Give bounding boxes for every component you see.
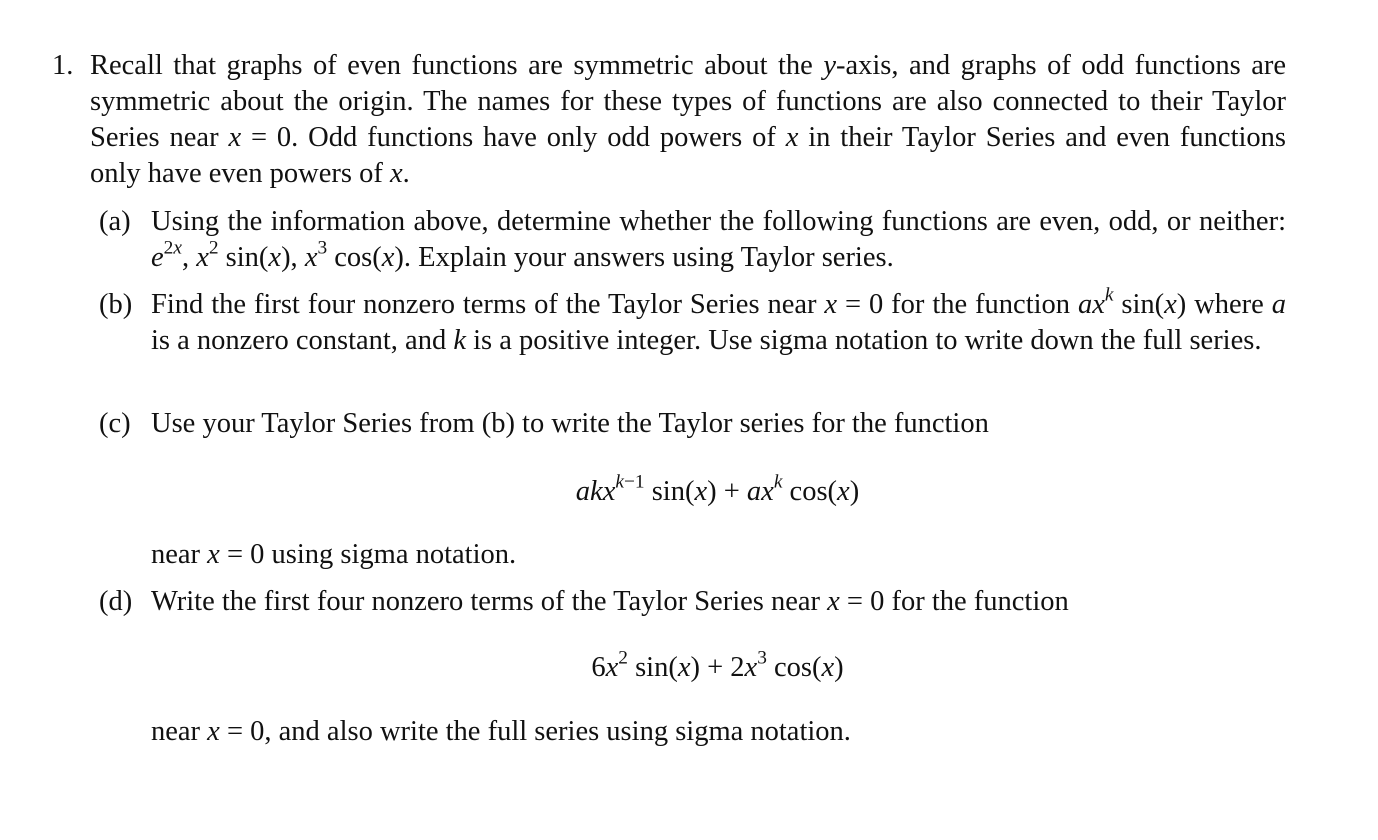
part-d-followup: near x = 0, and also write the full series using sigma notation. xyxy=(151,716,851,747)
part-d-equation: $6x^2$ $\sin(x) + 2x^3$ cos(x) xyxy=(591,647,844,683)
part-a-label: (a) xyxy=(99,206,131,237)
part-c-followup: near x = 0 using sigma notation. xyxy=(151,539,517,570)
part-b-text: Find the first four nonzero terms of the Taylor Series near x = 0 for the function $ax^k$ sin(x) where a is a nonzero constant, and k is a positive integer. Use sigma notation to write down the full series. xyxy=(151,284,1286,356)
problem-intro: Recall that graphs of even functions are symmetric about the y-axis, and graphs of odd functions are symmetric about the origin. The names for these types of functions are also connected to their Taylor Series near x = 0. Odd functions have only odd powers of x in their Taylor Series and even functions only have even powers of x. xyxy=(90,50,1286,189)
part-d-text: Write the first four nonzero terms of the Taylor Series near x = 0 for the function xyxy=(151,586,1069,617)
part-a-text: Using the information above, determine whether the following functions are even, odd, or neither: $e^{2x}$, $x^2$ sin(x), $x^3$ cos(x). Explain your answers using Taylor series. xyxy=(151,206,1286,273)
part-d-label: (d) xyxy=(99,586,133,617)
part-b-label: (b) xyxy=(99,289,133,320)
part-c-label: (c) xyxy=(99,408,131,439)
part-c-equation: akx$^{k-1}$ $\sin(x) + ax^k$ cos(x) xyxy=(575,471,860,507)
part-c-text: Use your Taylor Series from (b) to write the Taylor series for the function xyxy=(151,408,989,439)
problem-number: 1. xyxy=(52,50,74,81)
